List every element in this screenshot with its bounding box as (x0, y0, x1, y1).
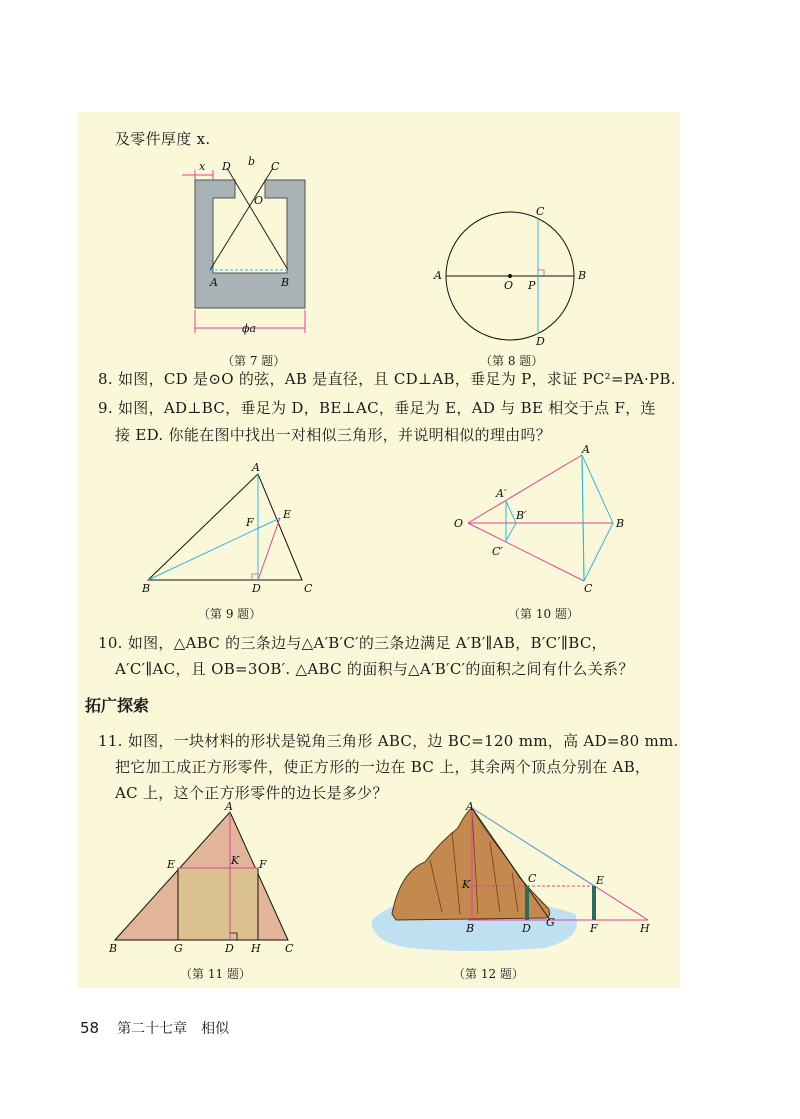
fig10-label-o: O (454, 517, 464, 530)
fig7-label-phi-a: ϕa (242, 322, 257, 335)
fig11-label-k: K (231, 854, 240, 867)
fig12-label-a: A (466, 800, 474, 813)
fig11-label-g: G (174, 942, 183, 955)
fig10-label-b: B (616, 517, 625, 530)
problem-9-line-2: 接 ED. 你能在图中找出一对相似三角形，并说明相似的理由吗？ (115, 426, 552, 444)
fig12-label-d: D (522, 922, 531, 935)
fig12-label-k: K (462, 878, 471, 891)
fig10-label-c: C (584, 582, 593, 595)
page-footer (80, 1018, 229, 1038)
fig9-label-c: C (304, 582, 313, 595)
figure-9 (140, 462, 320, 597)
fig12-label-g: G (546, 916, 555, 929)
fig11-label-d: D (225, 942, 234, 955)
caption-fig7: （第 7 题） (222, 354, 286, 368)
caption-fig11: （第 11 题） (180, 967, 251, 981)
problem-11-line-1: 11. 如图，一块材料的形状是锐角三角形 ABC，边 BC=120 mm，高 AD=80 mm. (98, 732, 679, 750)
fig8-label-o: O (504, 279, 514, 292)
figure-11 (105, 802, 305, 957)
fig8-label-a: A (434, 269, 442, 282)
fig8-label-b: B (578, 269, 587, 282)
fig7-label-x: x (199, 160, 206, 173)
problem-11-line-2: 把它加工成正方形零件，使正方形的一边在 BC 上，其余两个顶点分别在 AB， (115, 758, 651, 776)
caption-fig8: （第 8 题） (480, 354, 544, 368)
caption-fig10: （第 10 题） (508, 607, 579, 621)
fig8-label-d: D (536, 335, 545, 348)
fig10-label-b-prime: B′ (516, 509, 527, 522)
fig11-label-e: E (167, 858, 176, 871)
fig11-label-c: C (285, 942, 294, 955)
fig12-label-f: F (590, 922, 598, 935)
fig10-label-c-prime: C′ (492, 545, 503, 558)
fig7-label-d: D (222, 160, 231, 173)
fig11-label-a: A (225, 800, 233, 813)
fig11-label-h: H (251, 942, 261, 955)
fig12-label-e: E (596, 874, 605, 887)
fig7-label-c: C (271, 160, 280, 173)
fig9-label-b: B (142, 582, 151, 595)
fig9-label-d: D (252, 582, 261, 595)
fig9-label-a: A (252, 461, 260, 474)
fig12-label-h: H (640, 922, 650, 935)
fig7-label-b: b (248, 155, 256, 168)
problem-8: 8. 如图，CD 是⊙O 的弦，AB 是直径，且 CD⊥AB，垂足为 P，求证 PC²=PA·PB. (98, 370, 676, 388)
fig7-label-a: A (210, 276, 218, 289)
figure-10 (450, 443, 630, 595)
page-number: 58 (80, 1019, 100, 1037)
problem-10-line-1: 10. 如图，△ABC 的三条边与△A′B′C′的三条边满足 A′B′∥AB，B′C′∥BC， (98, 634, 607, 652)
caption-fig9: （第 9 题） (198, 607, 262, 621)
problem-10-line-2: A′C′∥AC，且 OB=3OB′. △ABC 的面积与△A′B′C′的面积之间有什么关系？ (115, 660, 634, 678)
fig11-label-f: F (259, 858, 267, 871)
fig11-label-b: B (109, 942, 118, 955)
fig7-label-b-point: B (281, 276, 290, 289)
section-heading: 拓广探索 (85, 696, 150, 715)
figure-8 (430, 205, 600, 355)
fig12-label-c: C (528, 872, 537, 885)
fig9-label-e: E (283, 508, 292, 521)
fig7-label-o: O (254, 194, 264, 207)
problem-11-line-3: AC 上，这个正方形零件的边长是多少？ (115, 784, 388, 802)
figure-7 (180, 155, 320, 358)
chapter-title: 第二十七章 相似 (117, 1021, 230, 1037)
figure-12 (370, 802, 670, 957)
fig12-label-b: B (466, 922, 475, 935)
fig9-label-f: F (246, 516, 254, 529)
fig10-label-a-prime: A′ (496, 487, 507, 500)
problem-9-line-1: 9. 如图，AD⊥BC，垂足为 D，BE⊥AC，垂足为 E，AD 与 BE 相交于点 F，连 (98, 399, 656, 417)
intro-line: 及零件厚度 x. (115, 130, 211, 148)
caption-fig12: （第 12 题） (453, 967, 524, 981)
fig8-label-p: P (528, 279, 536, 292)
fig10-label-a: A (582, 443, 590, 456)
fig8-label-c: C (536, 205, 545, 218)
